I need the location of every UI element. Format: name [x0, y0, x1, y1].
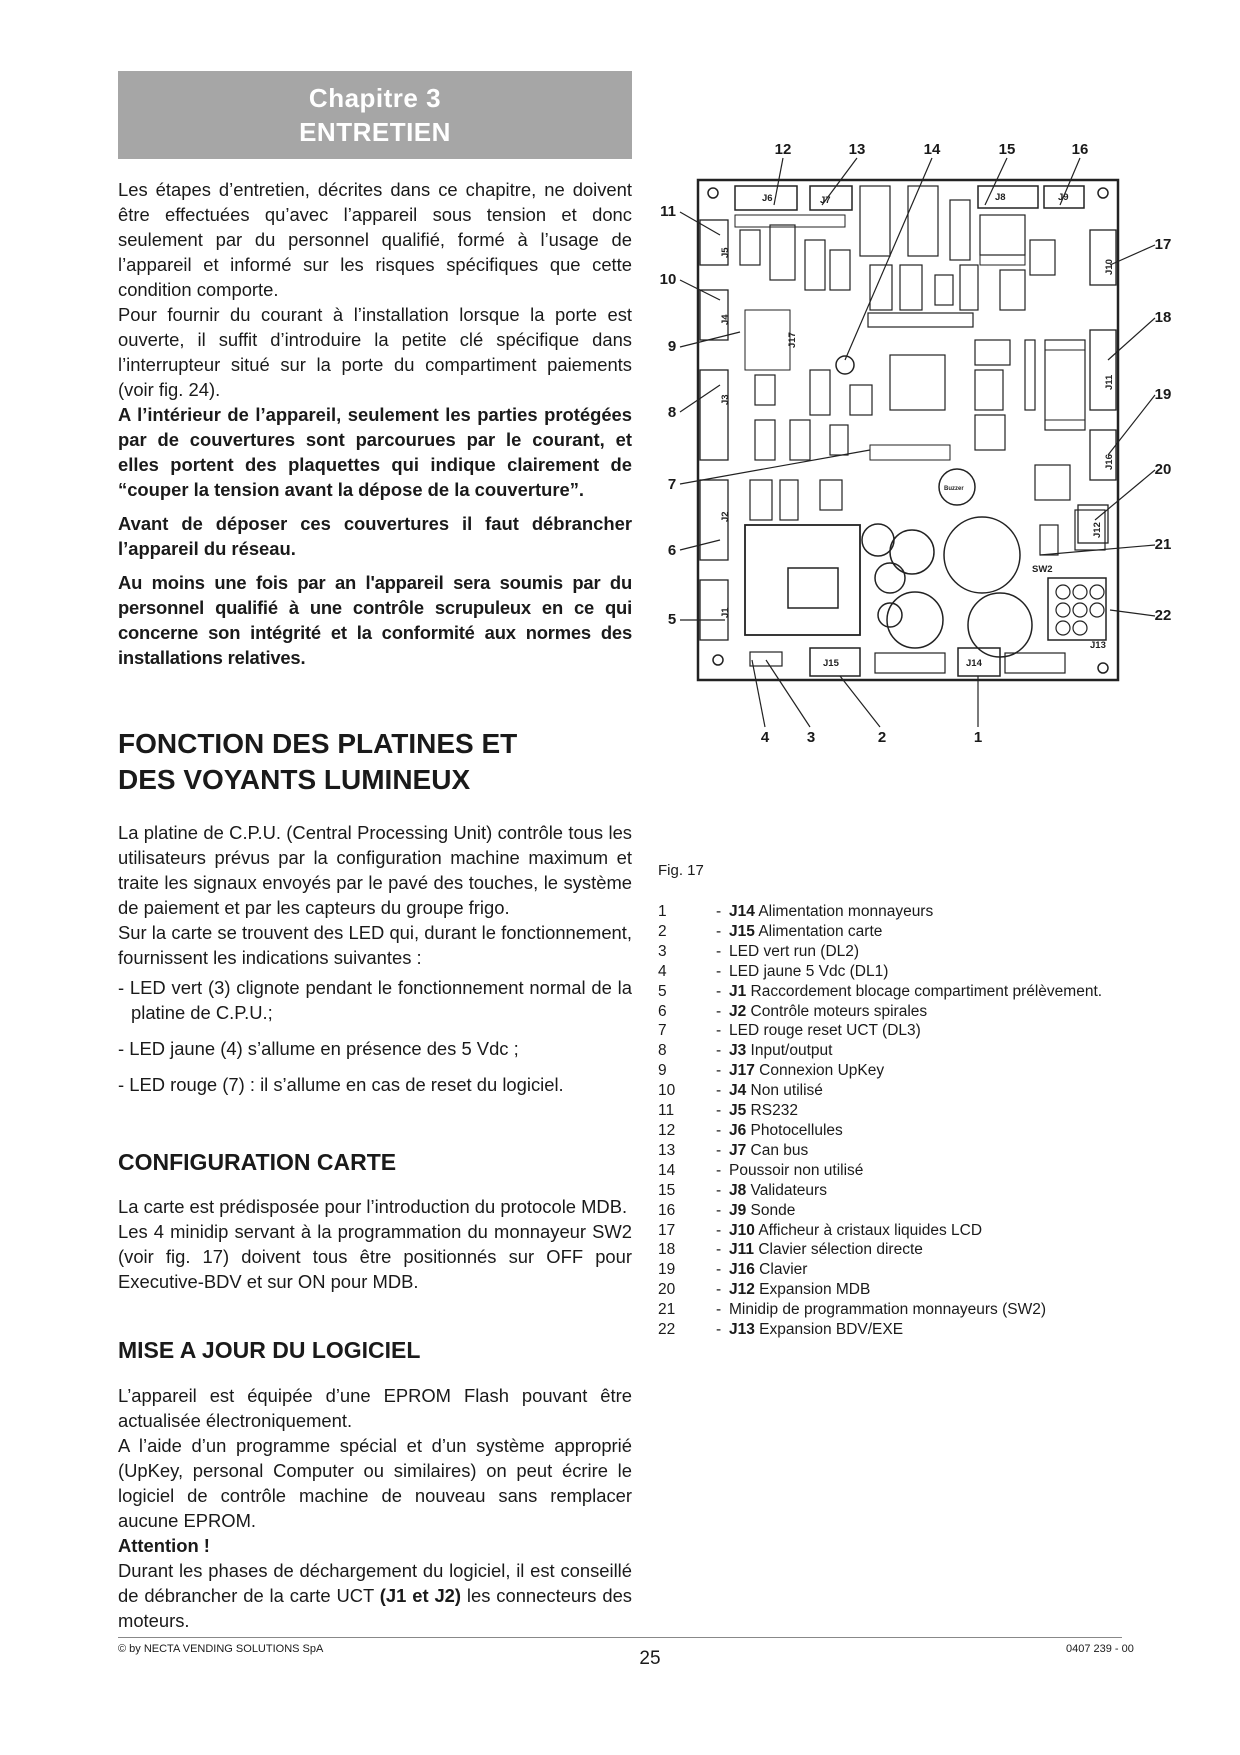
section3-text: [118, 1383, 632, 1633]
legend-text: [729, 1320, 903, 1340]
board-label: J12: [1092, 522, 1103, 538]
legend-code: J4: [729, 1082, 747, 1100]
board-label: J17: [787, 332, 798, 348]
legend-dash: -: [716, 962, 722, 980]
legend-dash: -: [716, 1102, 722, 1120]
body-paragraph: Sur la carte se trouvent des LED qui, durant le fonctionnement, fournissent les indications suivantes :: [118, 922, 632, 968]
legend-description: LED vert run (DL2): [729, 942, 860, 960]
legend-text: [729, 1201, 795, 1221]
legend-description: Poussoir non utilisé: [729, 1161, 864, 1179]
document-code: 0407 239 - 00: [1066, 1643, 1134, 1655]
board-label: J13: [1090, 640, 1106, 651]
legend-description: Validateurs: [746, 1181, 827, 1199]
body-paragraph: L’appareil est équipée d’une EPROM Flash pouvant être actualisée électroniquement.: [118, 1385, 632, 1431]
legend-code: J8: [729, 1181, 747, 1199]
legend-row: [658, 982, 1102, 1002]
legend-description: Photocellules: [746, 1121, 843, 1139]
legend-row: [658, 1161, 1102, 1181]
callout-number: 5: [667, 611, 677, 628]
callout-number: 19: [1154, 386, 1172, 403]
section1-text: [118, 820, 632, 1097]
legend-number: 17: [658, 1221, 676, 1239]
callout-number: 21: [1154, 536, 1172, 553]
chapter-header: [118, 71, 632, 159]
figure-legend: [658, 902, 1102, 1340]
legend-description: Expansion MDB: [754, 1281, 871, 1299]
legend-dash: -: [716, 1042, 722, 1060]
text-run: Durant les phases de déchargement du logiciel, il est conseillé de débrancher de la carte UCT: [118, 1560, 632, 1606]
board-label: J6: [762, 193, 773, 204]
callout-number: 20: [1154, 461, 1172, 478]
legend-description: Expansion BDV/EXE: [754, 1321, 904, 1339]
legend-text: [729, 1161, 863, 1181]
legend-number: 7: [658, 1022, 667, 1040]
legend-text: [729, 1221, 982, 1241]
legend-row: [658, 902, 1102, 922]
legend-text: [729, 1002, 927, 1022]
mounting-hole: [1098, 663, 1108, 673]
legend-row: [658, 1240, 1102, 1260]
mounting-hole: [1098, 188, 1108, 198]
legend-description: Alimentation monnayeurs: [754, 903, 934, 920]
legend-row: [658, 962, 1102, 982]
legend-text: [729, 922, 882, 942]
board-label: J15: [823, 658, 839, 669]
callout-number: 11: [660, 203, 676, 220]
legend-dash: -: [716, 1022, 722, 1040]
footer-divider: [118, 1637, 1122, 1638]
legend-text: [729, 1101, 798, 1121]
legend-dash: -: [716, 1002, 722, 1020]
body-paragraph: [118, 1558, 632, 1633]
legend-number: 21: [658, 1301, 676, 1319]
legend-description: RS232: [746, 1102, 798, 1120]
legend-text: [729, 1041, 832, 1061]
board-label: SW2: [1032, 564, 1053, 575]
board-label: J11: [1104, 374, 1115, 390]
list-item: - LED jaune (4) s’allume en présence des 5 Vdc ;: [118, 1038, 519, 1059]
body-paragraph: A l’aide d’un programme spécial et d’un système approprié (UpKey, personal Computer ou similaires) on peut écrire le logiciel de contrôle machine de nouveau sans remplacer aucune EPROM.: [118, 1435, 632, 1531]
legend-dash: -: [716, 1141, 722, 1159]
legend-number: 6: [658, 1002, 667, 1020]
board-label: J14: [966, 658, 982, 669]
legend-dash: -: [716, 1181, 722, 1199]
legend-row: [658, 942, 1102, 962]
circuit-board-diagram: [655, 135, 1175, 755]
footer-copyright: © by NECTA VENDING SOLUTIONS SpA: [118, 1643, 324, 1655]
legend-description: Non utilisé: [746, 1082, 823, 1100]
legend-text: [729, 962, 888, 982]
text-run: les connecteurs des moteurs.: [118, 1585, 632, 1631]
legend-row: [658, 1121, 1102, 1141]
legend-number: 4: [658, 962, 667, 980]
legend-text: [729, 1021, 921, 1041]
legend-row: [658, 1081, 1102, 1101]
intro-paragraph: Pour fournir du courant à l’installation lorsque la porte est ouverte, il suffit d’introduire la petite clé spécifique dans l’interrupteur situé sur la porte du compartiment paiements (voir fig. 24).: [118, 304, 632, 400]
legend-number: 10: [658, 1082, 676, 1100]
warning-paragraph: Au moins une fois par an l'appareil sera soumis par du personnel qualifié à une contrôle scrupuleux en ce qui concerne son intégrité et la conformité aux normes des installations relatives.: [118, 572, 632, 668]
board-label: J3: [720, 394, 731, 405]
legend-code: J1: [729, 982, 747, 1000]
legend-dash: -: [716, 1241, 722, 1259]
body-paragraph: La platine de C.P.U. (Central Processing Unit) contrôle tous les utilisateurs prévus par la configuration machine maximum et traite les signaux envoyés par le pavé des touches, le système de paiement et par les capteurs du groupe frigo.: [118, 822, 632, 918]
legend-row: [658, 1300, 1102, 1320]
legend-text: [729, 1181, 827, 1201]
legend-description: Contrôle moteurs spirales: [746, 1002, 928, 1020]
list-item: - LED vert (3) clignote pendant le fonctionnement normal de la platine de C.P.U.;: [118, 977, 632, 1023]
legend-number: 19: [658, 1261, 676, 1279]
callout-number: 8: [667, 404, 677, 421]
legend-text: [729, 1300, 1046, 1320]
legend-code: J12: [729, 1281, 755, 1299]
body-paragraph: Les 4 minidip servant à la programmation du monnayeur SW2 (voir fig. 17) doivent tous être positionnés sur OFF pour Executive-BDV et sur ON pour MDB.: [118, 1221, 632, 1292]
transformer: [745, 525, 860, 635]
section-title-line: FONCTION DES PLATINES ET: [118, 728, 518, 759]
legend-text: [729, 1280, 870, 1300]
legend-row: [658, 1201, 1102, 1221]
legend-text: [729, 1061, 884, 1081]
legend-description: Sonde: [746, 1201, 796, 1219]
figure-caption: Fig. 17: [658, 862, 704, 879]
callout-number: 15: [998, 141, 1016, 158]
legend-number: 13: [658, 1141, 676, 1159]
legend-text: [729, 1260, 807, 1280]
board-label: Buzzer: [944, 486, 964, 492]
legend-code: J5: [729, 1102, 747, 1120]
legend-row: [658, 1181, 1102, 1201]
legend-dash: -: [716, 982, 722, 1000]
legend-code: J6: [729, 1121, 747, 1139]
legend-text: [729, 1121, 843, 1141]
warning-paragraph: A l’intérieur de l’appareil, seulement les parties protégées par de couvertures sont parcourues par le courant, et elles portent des plaquettes qui indique clairement de “couper la tension avant la dépose de la couverture”.: [118, 404, 632, 500]
callout-number: 7: [667, 476, 677, 493]
legend-code: J16: [729, 1261, 755, 1279]
board-label: J4: [720, 314, 731, 325]
callout-number: 14: [923, 141, 941, 158]
callout-number: 2: [877, 729, 887, 746]
section-title: MISE A JOUR DU LOGICIEL: [118, 1337, 421, 1363]
section-title: CONFIGURATION CARTE: [118, 1149, 397, 1175]
section2-text: [118, 1194, 632, 1294]
legend-number: 9: [658, 1062, 667, 1080]
text-run-bold: (J1 et J2): [379, 1585, 462, 1606]
board-label: J7: [820, 195, 831, 206]
callout-number: 16: [1071, 141, 1089, 158]
callout-number: 17: [1154, 236, 1172, 253]
callout-number: 9: [667, 338, 677, 355]
board-label: J8: [995, 192, 1006, 203]
legend-dash: -: [716, 1261, 722, 1279]
legend-number: 8: [658, 1042, 667, 1060]
callout-number: 18: [1154, 309, 1172, 326]
board-label: J1: [720, 607, 731, 618]
legend-number: 20: [658, 1281, 676, 1299]
legend-text: [729, 1081, 823, 1101]
legend-number: 5: [658, 982, 667, 1000]
legend-description: Connexion UpKey: [754, 1062, 885, 1080]
legend-description: Input/output: [746, 1042, 833, 1060]
legend-row: [658, 1061, 1102, 1081]
legend-dash: -: [716, 1301, 722, 1319]
legend-dash: -: [716, 942, 722, 960]
legend-number: 22: [658, 1321, 676, 1339]
legend-number: 2: [658, 922, 667, 940]
legend-row: [658, 1141, 1102, 1161]
legend-row: [658, 1260, 1102, 1280]
legend-row: [658, 922, 1102, 942]
legend-description: Raccordement blocage compartiment prélèvement.: [746, 982, 1103, 1000]
callout-number: 13: [848, 141, 866, 158]
legend-description: LED rouge reset UCT (DL3): [729, 1022, 921, 1040]
legend-code: J13: [729, 1321, 755, 1339]
board-label: J16: [1104, 454, 1115, 470]
legend-code: J2: [729, 1002, 747, 1020]
callout-number: 10: [659, 271, 677, 288]
legend-number: 11: [658, 1102, 675, 1120]
legend-number: 1: [658, 903, 667, 920]
legend-row: [658, 1021, 1102, 1041]
board-label: J9: [1058, 192, 1069, 203]
legend-row: [658, 1101, 1102, 1121]
legend-dash: -: [716, 1201, 722, 1219]
legend-row: [658, 1002, 1102, 1022]
legend-dash: -: [716, 1121, 722, 1139]
legend-code: J3: [729, 1042, 747, 1060]
page-number: 25: [639, 1648, 661, 1669]
callout-number: 3: [806, 729, 816, 746]
legend-number: 18: [658, 1241, 676, 1259]
intro-text: [118, 177, 632, 670]
section-title: [118, 726, 638, 798]
legend-code: J11: [729, 1241, 755, 1259]
board-label: J10: [1104, 259, 1115, 275]
mounting-hole: [708, 188, 718, 198]
callout-number: 12: [774, 141, 792, 158]
legend-code: J17: [729, 1062, 755, 1080]
legend-dash: -: [716, 1221, 722, 1239]
legend-code: J9: [729, 1201, 747, 1219]
legend-row: [658, 1221, 1102, 1241]
legend-dash: -: [716, 903, 722, 920]
callout-number: 4: [760, 729, 770, 746]
legend-description: Minidip de programmation monnayeurs (SW2): [729, 1301, 1047, 1319]
intro-paragraph: Les étapes d’entretien, décrites dans ce chapitre, ne doivent être effectuées qu’avec l’appareil sous tension et donc seulement par du personnel qualifié, formé à l’usage de l’appareil et informé sur les risques spécifiques que cette condition comporte.: [118, 179, 632, 300]
legend-code: J15: [729, 922, 755, 940]
legend-text: [729, 1141, 808, 1161]
legend-number: 14: [658, 1161, 676, 1179]
attention-label: Attention !: [118, 1535, 210, 1556]
section-title-line: DES VOYANTS LUMINEUX: [118, 764, 471, 795]
chapter-number: Chapitre 3: [308, 83, 442, 113]
legend-text: [729, 902, 933, 922]
legend-description: LED jaune 5 Vdc (DL1): [729, 962, 889, 980]
legend-dash: -: [716, 1082, 722, 1100]
legend-text: [729, 982, 1102, 1002]
legend-dash: -: [716, 1321, 722, 1339]
callout-number: 1: [973, 729, 983, 746]
callout-number: 6: [667, 542, 677, 559]
legend-dash: -: [716, 922, 722, 940]
legend-number: 12: [658, 1121, 676, 1139]
legend-number: 3: [658, 942, 667, 960]
legend-code: J14: [729, 903, 755, 920]
legend-row: [658, 1280, 1102, 1300]
legend-dash: -: [716, 1281, 722, 1299]
legend-dash: -: [716, 1062, 722, 1080]
legend-row: [658, 1320, 1102, 1340]
mounting-hole: [713, 655, 723, 665]
chapter-title: ENTRETIEN: [299, 117, 451, 147]
body-paragraph: La carte est prédisposée pour l’introduction du protocole MDB.: [118, 1196, 628, 1217]
legend-description: Can bus: [746, 1141, 809, 1159]
legend-text: [729, 942, 859, 962]
legend-dash: -: [716, 1161, 722, 1179]
board-label: J5: [720, 247, 731, 258]
legend-description: Clavier sélection directe: [754, 1241, 923, 1259]
legend-description: Alimentation carte: [754, 922, 883, 940]
legend-description: Clavier: [754, 1261, 808, 1279]
legend-number: 16: [658, 1201, 676, 1219]
legend-code: J10: [729, 1221, 755, 1239]
legend-description: Afficheur à cristaux liquides LCD: [754, 1221, 983, 1239]
list-item: - LED rouge (7) : il s’allume en cas de reset du logiciel.: [118, 1074, 564, 1095]
legend-row: [658, 1041, 1102, 1061]
callout-number: 22: [1154, 607, 1172, 624]
legend-code: J7: [729, 1141, 747, 1159]
legend-number: 15: [658, 1181, 676, 1199]
legend-text: [729, 1240, 923, 1260]
board-label: J2: [720, 511, 731, 522]
warning-paragraph: Avant de déposer ces couvertures il faut débrancher l’appareil du réseau.: [118, 513, 632, 559]
